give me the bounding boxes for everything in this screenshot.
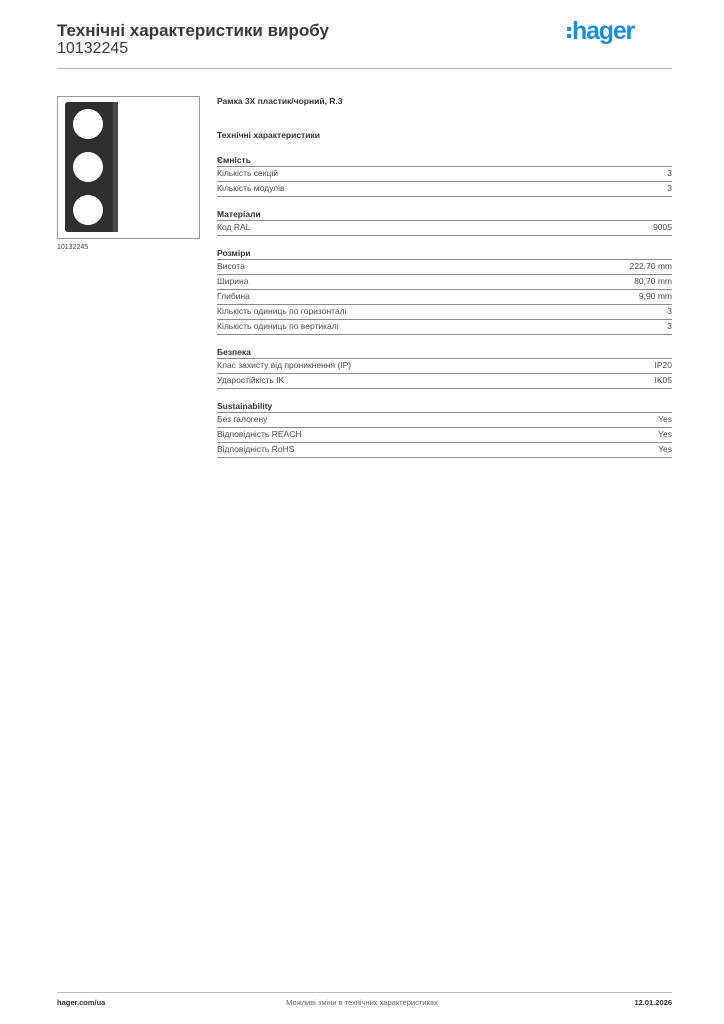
group-title: Ємність: [217, 155, 251, 165]
spec-row: [217, 166, 672, 181]
spec-label: Кількість одиниць по вертикалі: [217, 321, 339, 331]
product-code: 10132245: [57, 40, 129, 57]
group-title: Безпека: [217, 347, 251, 357]
footer-divider: [57, 992, 672, 993]
spec-value: 9,90 mm: [638, 291, 672, 301]
spec-row: [217, 259, 672, 274]
spec-value: 3: [667, 183, 672, 193]
frame-opening-1: [73, 109, 103, 139]
image-caption: 10132245: [57, 244, 89, 251]
hager-logo-mark: [566, 15, 658, 47]
spec-label: Глибина: [217, 291, 250, 301]
specs-heading: Технічні характеристики: [217, 130, 320, 140]
spec-label: Кількість секцій: [217, 168, 278, 178]
spec-row: [217, 181, 672, 197]
footer-date: 12.01.2026: [634, 998, 672, 1007]
spec-label: Висота: [217, 261, 245, 271]
spec-value: 80,70 mm: [634, 276, 672, 286]
frame-opening-2: [73, 152, 103, 182]
spec-row: [217, 304, 672, 319]
spec-value: 3: [667, 321, 672, 331]
frame-opening-3: [73, 195, 103, 225]
footer-notice: Можливі зміни в технічних характеристиках: [286, 998, 438, 1007]
hager-logo: [566, 15, 658, 47]
spec-value: IP20: [654, 360, 672, 370]
logo-dot-top: [567, 27, 571, 31]
specifications: [217, 95, 672, 469]
spec-label: Ударостійкість IK: [217, 375, 285, 385]
group-capacity: [217, 154, 672, 197]
group-sustainability: [217, 400, 672, 458]
spec-row: [217, 412, 672, 427]
group-safety: [217, 346, 672, 389]
group-dimensions: [217, 247, 672, 335]
spec-value: 222,70 mm: [629, 261, 672, 271]
logo-text: hager: [572, 17, 635, 45]
logo-dot-bottom: [567, 34, 571, 38]
spec-value: 3: [667, 168, 672, 178]
spec-label: Без галогену: [217, 414, 268, 424]
header-divider: [57, 68, 672, 69]
spec-row: [217, 319, 672, 335]
spec-label: Кількість модулів: [217, 183, 285, 193]
spec-value: 9005: [653, 222, 672, 232]
group-title: Матеріали: [217, 209, 261, 219]
frame-illustration: [58, 97, 199, 238]
spec-label: Ширина: [217, 276, 249, 286]
spec-value: Yes: [658, 444, 672, 454]
spec-row: [217, 373, 672, 389]
spec-row: [217, 274, 672, 289]
spec-row: [217, 442, 672, 458]
spec-label: Відповідність RoHS: [217, 444, 295, 454]
spec-value: 3: [667, 306, 672, 316]
spec-row: [217, 289, 672, 304]
spec-value: Yes: [658, 414, 672, 424]
group-materials: [217, 208, 672, 236]
spec-value: IK05: [654, 375, 672, 385]
spec-value: Yes: [658, 429, 672, 439]
spec-row: [217, 427, 672, 442]
spec-row: [217, 220, 672, 236]
spec-label: Клас захисту від проникнення (IP): [217, 360, 352, 370]
group-title: Розміри: [217, 248, 251, 258]
spec-label: Кількість одиниць по горизонталі: [217, 306, 347, 316]
frame-edge: [113, 102, 118, 232]
group-title: Sustainability: [217, 401, 273, 411]
spec-row: [217, 358, 672, 373]
spec-label: Відповідність REACH: [217, 429, 302, 439]
product-name: Рамка 3X пластик/чорний, R.3: [217, 96, 343, 106]
product-image: [57, 96, 200, 239]
page-title: Технічні характеристики виробу: [57, 21, 329, 40]
footer-website: hager.com/ua: [57, 998, 106, 1007]
spec-label: Код RAL: [217, 222, 251, 232]
